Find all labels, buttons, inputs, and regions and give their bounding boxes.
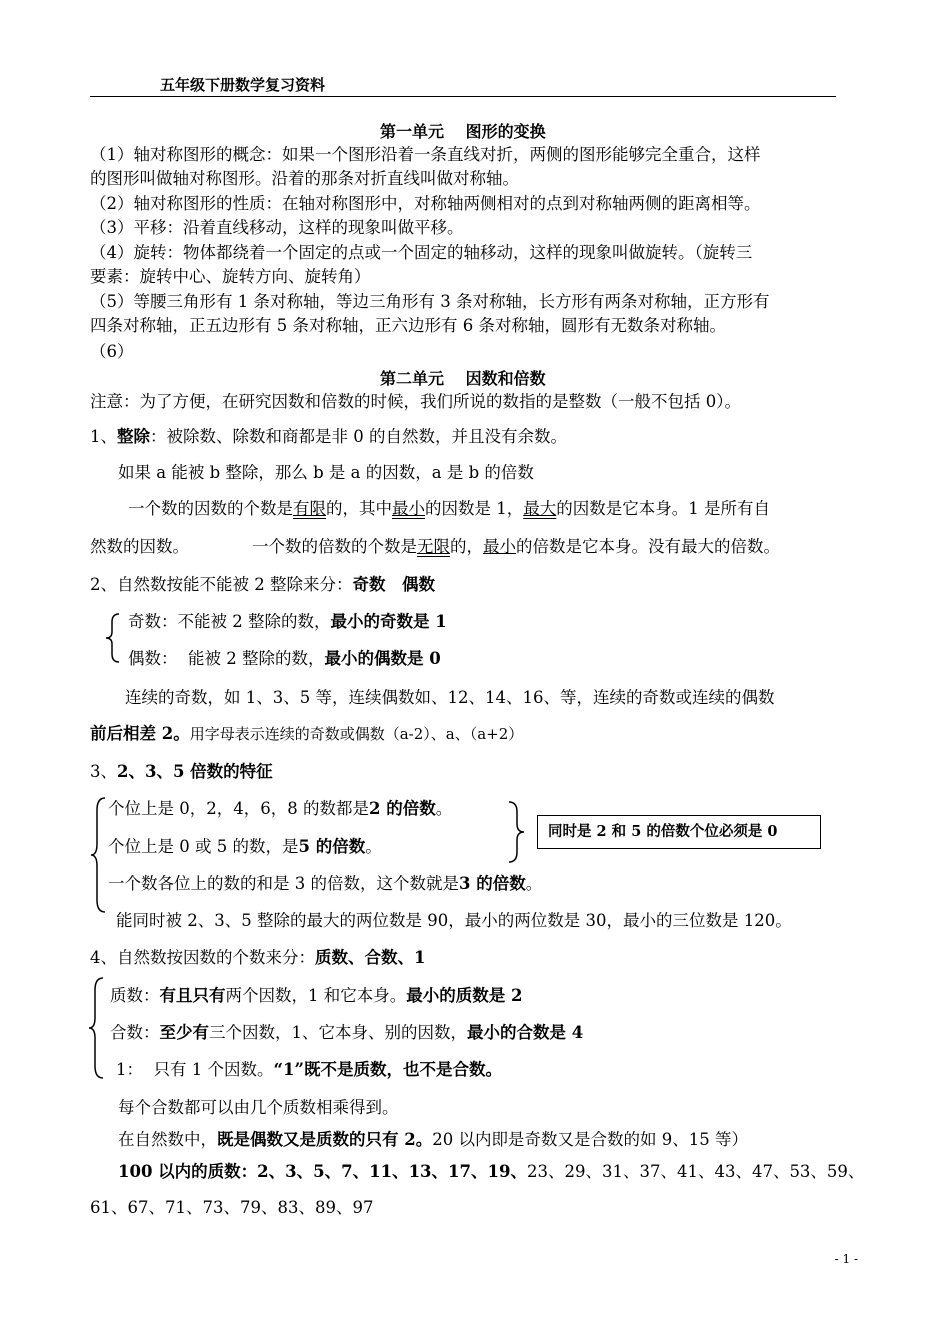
u1-line: 要素：旋转中心、旋转方向、旋转角）: [90, 267, 371, 286]
s3-rule-3: 一个数各位上的数的和是 3 的倍数，这个数就是3 的倍数。: [108, 874, 543, 893]
s2-odd: 奇数：不能被 2 整除的数，最小的奇数是 1: [128, 612, 447, 631]
s4-primes-list-2: 61、67、71、73、79、83、89、97: [90, 1198, 374, 1217]
brace-icon: [103, 612, 125, 664]
unit1-heading: 第一单元 图形的变换: [380, 122, 546, 141]
s3-rule-5: 个位上是 0 或 5 的数，是5 的倍数。: [108, 837, 382, 856]
s1-multiples: 一个数的倍数的个数是无限的，最小的倍数是它本身。没有最大的倍数。: [252, 537, 780, 556]
s1-factors-cont: 然数的因数。: [90, 537, 189, 556]
brace-icon: [86, 976, 108, 1080]
s1-factors: 一个数的因数的个数是有限的，其中最小的因数是 1，最大的因数是它本身。1 是所有自: [128, 499, 770, 518]
s4-composite-product: 每个合数都可以由几个质数相乘得到。: [118, 1098, 399, 1117]
s2-consecutive: 连续的奇数，如 1、3、5 等，连续偶数如、12、14、16、等，连续的奇数或连续的偶数: [125, 688, 775, 707]
page-number: - 1 -: [834, 1252, 858, 1266]
s1-ab: 如果 a 能被 b 整除，那么 b 是 a 的因数，a 是 b 的倍数: [118, 463, 534, 482]
doc-header-title: 五年级下册数学复习资料: [160, 76, 326, 94]
note-box: 同时是 2 和 5 的倍数个位必须是 0: [537, 815, 821, 849]
u1-line: （1）轴对称图形的概念：如果一个图形沿着一条直线对折，两侧的图形能够完全重合，这样: [90, 145, 761, 164]
s3-extremes: 能同时被 2、3、5 整除的最大的两位数是 90，最小的两位数是 30，最小的三位数是 120。: [116, 911, 792, 930]
u1-line: （5）等腰三角形有 1 条对称轴，等边三角形有 3 条对称轴，长方形有两条对称轴，正方形有: [90, 292, 770, 311]
s4-prime: 质数：有且只有两个因数，1 和它本身。最小的质数是 2: [110, 986, 523, 1005]
u1-line: （4）旋转：物体都绕着一个固定的点或一个固定的轴移动，这样的现象叫做旋转。（旋转三: [90, 243, 753, 262]
brace-icon: [88, 796, 110, 914]
s4-primes-list: 100 以内的质数：2、3、5、7、11、13、17、19、23、29、31、37、41、43、47、53、59、: [118, 1162, 865, 1181]
unit2-heading: 第二单元 因数和倍数: [380, 369, 546, 388]
s2-even: 偶数： 能被 2 整除的数，最小的偶数是 0: [128, 649, 441, 668]
s4-intro: 4、自然数按因数的个数来分：质数、合数、1: [90, 948, 426, 967]
s1-line: 1、整除：被除数、除数和商都是非 0 的自然数，并且没有余数。: [90, 427, 567, 446]
s3-rule-2: 个位上是 0，2，4，6，8 的数都是2 的倍数。: [108, 799, 453, 818]
s3-title: 3、2、3、5 倍数的特征: [90, 762, 273, 781]
u1-line: （2）轴对称图形的性质：在轴对称图形中，对称轴两侧相对的点到对称轴两侧的距离相等。: [90, 194, 761, 213]
header-rule: [90, 96, 836, 97]
s4-composite: 合数：至少有三个因数，1、它本身、别的因数，最小的合数是 4: [110, 1023, 584, 1042]
u1-line: 的图形叫做轴对称图形。沿着的那条对折直线叫做对称轴。: [90, 169, 519, 188]
s4-one: 1： 只有 1 个因数。“1”既不是质数，也不是合数。: [116, 1060, 502, 1079]
brace-icon: [506, 800, 528, 864]
u1-line: （6）: [90, 342, 134, 361]
s4-even-prime: 在自然数中，既是偶数又是质数的只有 2。20 以内即是奇数又是合数的如 9、15 等）: [118, 1130, 748, 1149]
s2-consecutive-2: 前后相差 2。用字母表示连续的奇数或偶数（a-2）、a、（a+2）: [90, 724, 524, 743]
u2-note: 注意：为了方便，在研究因数和倍数的时候，我们所说的数指的是整数（一般不包括 0）。: [90, 392, 741, 411]
u1-line: （3）平移：沿着直线移动，这样的现象叫做平移。: [90, 218, 464, 237]
s2-intro: 2、自然数按能不能被 2 整除来分：奇数 偶数: [90, 575, 435, 594]
u1-line: 四条对称轴，正五边形有 5 条对称轴，正六边形有 6 条对称轴，圆形有无数条对称轴。: [90, 316, 726, 335]
